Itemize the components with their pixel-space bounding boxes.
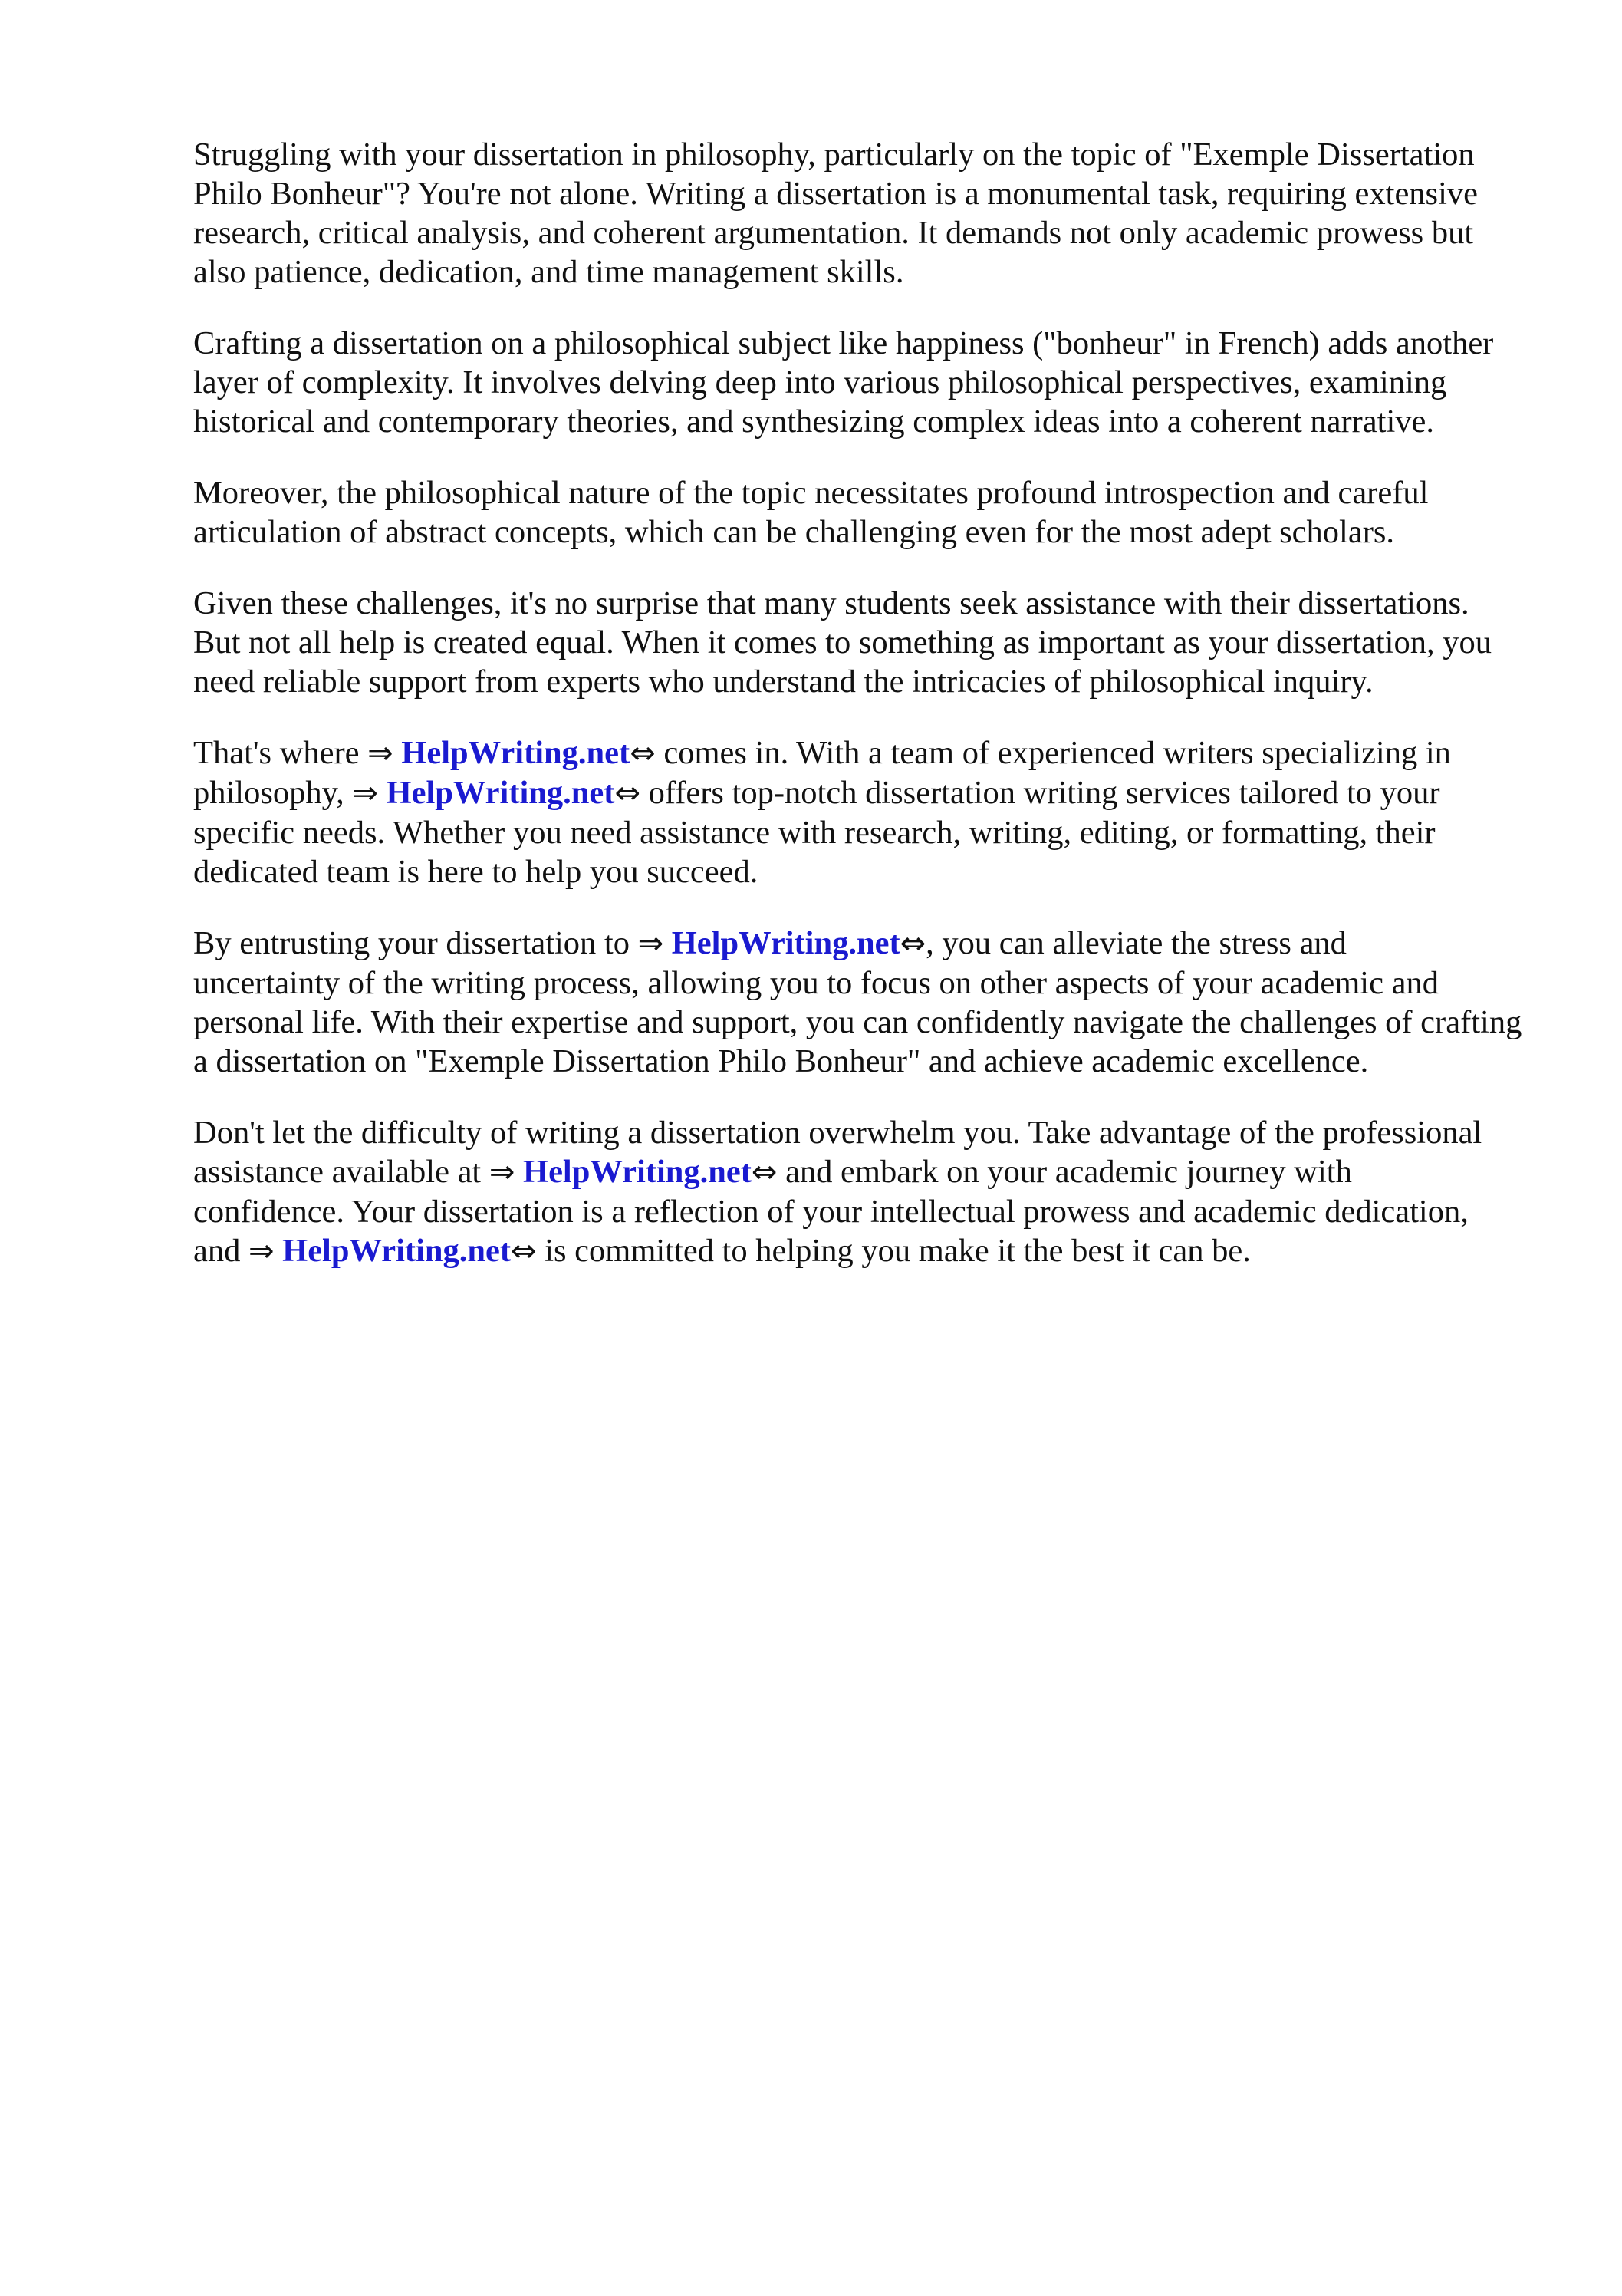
text-segment: comes in. With a team of experienced writers specializing in	[655, 735, 1451, 771]
text-segment: , you can alleviate the stress and	[926, 925, 1347, 961]
right-double-arrow-icon: ⇒	[489, 1155, 515, 1190]
left-right-double-arrow-icon: ⇔	[630, 736, 656, 771]
paragraph-intro	[193, 135, 1551, 292]
text-line: historical and contemporary theories, and synthesizing complex ideas into a coherent narrative.	[193, 404, 1434, 440]
text-line	[193, 1152, 1551, 1192]
text-line	[193, 1231, 1551, 1271]
text-line: Moreover, the philosophical nature of the topic necessitates profound introspection and careful	[193, 475, 1429, 511]
left-right-double-arrow-icon: ⇔	[900, 926, 926, 961]
left-right-double-arrow-icon: ⇔	[511, 1234, 537, 1269]
text-line: layer of complexity. It involves delving deep into various philosophical perspectives, examining	[193, 364, 1447, 400]
text-line: a dissertation on "Exemple Dissertation Philo Bonheur" and achieve academic excellence.	[193, 1043, 1369, 1079]
text-segment: assistance available at	[193, 1154, 489, 1190]
text-line: confidence. Your dissertation is a reflection of your intellectual prowess and academic dedication,	[193, 1194, 1469, 1230]
text-segment: and	[193, 1233, 248, 1269]
paragraph-moreover	[193, 473, 1551, 552]
text-line: Philo Bonheur"? You're not alone. Writing a dissertation is a monumental task, requiring extensive	[193, 176, 1479, 212]
helpwriting-link[interactable]: HelpWriting.net	[401, 735, 630, 771]
text-line: need reliable support from experts who understand the intricacies of philosophical inquiry.	[193, 664, 1374, 700]
text-line	[193, 773, 1551, 813]
text-line: research, critical analysis, and coherent argumentation. It demands not only academic prowess but	[193, 215, 1474, 251]
text-line: Don't let the difficulty of writing a dissertation overwhelm you. Take advantage of the professional	[193, 1115, 1482, 1151]
text-line: Struggling with your dissertation in philosophy, particularly on the topic of "Exemple Dissertation	[193, 137, 1475, 173]
paragraph-challenges	[193, 584, 1551, 701]
paragraph-entrusting	[193, 924, 1551, 1081]
right-double-arrow-icon: ⇒	[352, 776, 378, 811]
text-segment: philosophy,	[193, 775, 353, 811]
paragraph-thats-where	[193, 733, 1551, 891]
text-line	[193, 733, 1551, 773]
text-line: Crafting a dissertation on a philosophical subject like happiness ("bonheur" in French) adds another	[193, 325, 1494, 361]
text-segment: is committed to helping you make it the best it can be.	[536, 1233, 1251, 1269]
helpwriting-link[interactable]: HelpWriting.net	[386, 775, 615, 811]
text-line: also patience, dedication, and time management skills.	[193, 254, 904, 290]
paragraph-closing	[193, 1113, 1551, 1271]
text-segment: By entrusting your dissertation to	[193, 925, 638, 961]
left-right-double-arrow-icon: ⇔	[614, 776, 640, 811]
text-line: dedicated team is here to help you succeed.	[193, 854, 758, 890]
text-line: uncertainty of the writing process, allowing you to focus on other aspects of your academic and	[193, 965, 1439, 1001]
text-line	[193, 924, 1551, 964]
text-line: personal life. With their expertise and support, you can confidently navigate the challenges of crafting	[193, 1004, 1522, 1040]
right-double-arrow-icon: ⇒	[637, 926, 664, 961]
text-line: Given these challenges, it's no surprise that many students seek assistance with their dissertations.	[193, 585, 1469, 621]
paragraph-complexity	[193, 324, 1551, 441]
text-segment: offers top-notch dissertation writing services tailored to your	[640, 775, 1440, 811]
helpwriting-link[interactable]: HelpWriting.net	[671, 925, 900, 961]
right-double-arrow-icon: ⇒	[248, 1234, 275, 1269]
text-line: articulation of abstract concepts, which can be challenging even for the most adept scholars.	[193, 514, 1395, 550]
document-body	[193, 135, 1551, 1303]
text-segment: That's where	[193, 735, 368, 771]
text-segment: and embark on your academic journey with	[777, 1154, 1352, 1190]
left-right-double-arrow-icon: ⇔	[751, 1155, 778, 1190]
helpwriting-link[interactable]: HelpWriting.net	[282, 1233, 512, 1269]
helpwriting-link[interactable]: HelpWriting.net	[523, 1154, 752, 1190]
text-line: specific needs. Whether you need assistance with research, writing, editing, or formatting, their	[193, 815, 1436, 851]
right-double-arrow-icon: ⇒	[367, 736, 393, 771]
text-line: But not all help is created equal. When it comes to something as important as your dissertation, you	[193, 624, 1492, 660]
